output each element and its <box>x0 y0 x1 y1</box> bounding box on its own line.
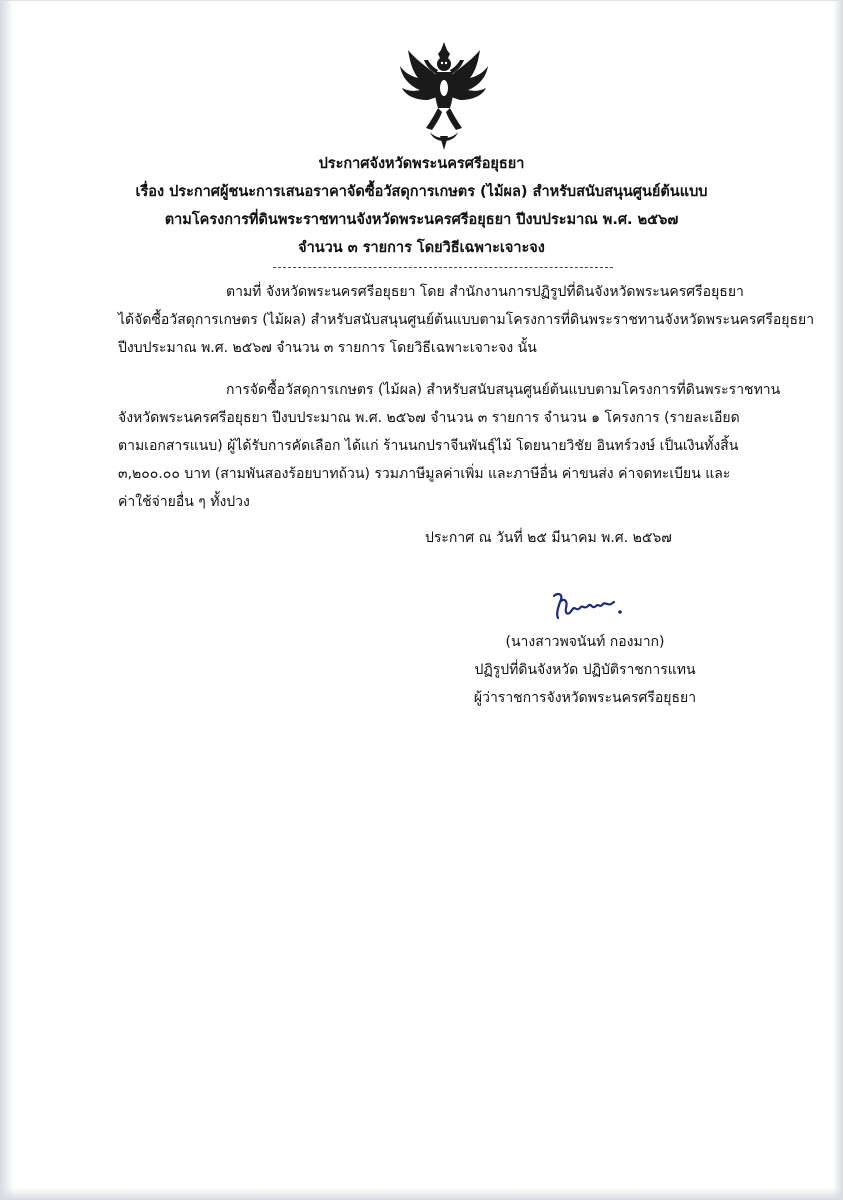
signatory-block <box>450 628 720 712</box>
signatory-name: (นางสาวพจนันท์ กองมาก) <box>505 634 665 650</box>
title-line-2: เรื่อง ประกาศผู้ชนะการเสนอราคาจัดซื้อวัสดุการเกษตร (ไม้ผล) สำหรับสนับสนุนศูนย์ต้นแบบ <box>135 184 708 200</box>
paragraph-1-line-3: ปีงบประมาณ พ.ศ. ๒๕๖๗ จำนวน ๓ รายการ โดยวิธีเฉพาะเจาะจง นั้น <box>118 340 537 356</box>
paragraph-2-line-4: ๓,๒๐๐.๐๐ บาท (สามพันสองร้อยบาทถ้วน) รวมภาษีมูลค่าเพิ่ม และภาษีอื่น ค่าขนส่ง ค่าจดทะเบียน และ <box>118 466 731 482</box>
title-line-4: จำนวน ๓ รายการ โดยวิธีเฉพาะเจาะจง <box>298 240 545 256</box>
paragraph-2-line-5: ค่าใช้จ่ายอื่น ๆ ทั้งปวง <box>118 494 250 510</box>
scan-edge-shadow-left <box>0 0 14 1200</box>
title-line-1: ประกาศจังหวัดพระนครศรีอยุธยา <box>318 156 525 172</box>
garuda-emblem-icon <box>396 40 492 150</box>
paragraph-1-line-2: ได้จัดซื้อวัสดุการเกษตร (ไม้ผล) สำหรับสนับสนุนศูนย์ต้นแบบตามโครงการที่ดินพระราชทานจังหวัดพระนครศรีอยุธยา <box>118 312 815 328</box>
handwritten-signature-icon <box>548 588 628 624</box>
title-divider <box>273 267 613 268</box>
scan-edge-shadow-bottom <box>0 1188 843 1200</box>
announcement-title <box>100 150 743 262</box>
announcement-date: ประกาศ ณ วันที่ ๒๕ มีนาคม พ.ศ. ๒๕๖๗ <box>425 530 672 546</box>
paragraph-2-line-2: จังหวัดพระนครศรีอยุธยา ปีงบประมาณ พ.ศ. ๒๕๖๗ จำนวน ๓ รายการ จำนวน ๑ โครงการ (รายละเอียด <box>118 410 740 426</box>
paragraph-1 <box>118 278 815 362</box>
paragraph-2-line-3: ตามเอกสารแนบ) ผู้ได้รับการคัดเลือก ได้แก่ ร้านนกปราจีนพันธุ์ไม้ โดยนายวิชัย อินทร์วงษ์ เป็นเงินทั้งสิ้น <box>118 438 739 454</box>
signatory-position-1: ปฏิรูปที่ดินจังหวัด ปฏิบัติราชการแทน <box>474 662 696 678</box>
signatory-position-2: ผู้ว่าราชการจังหวัดพระนครศรีอยุธยา <box>473 690 697 706</box>
paragraph-1-line-1: ตามที่ จังหวัดพระนครศรีอยุธยา โดย สำนักงานการปฏิรูปที่ดินจังหวัดพระนครศรีอยุธยา <box>226 284 744 300</box>
paragraph-2 <box>118 376 781 516</box>
title-line-3: ตามโครงการที่ดินพระราชทานจังหวัดพระนครศรีอยุธยา ปีงบประมาณ พ.ศ. ๒๕๖๗ <box>164 212 679 228</box>
paragraph-2-line-1: การจัดซื้อวัสดุการเกษตร (ไม้ผล) สำหรับสนับสนุนศูนย์ต้นแบบตามโครงการที่ดินพระราชทาน <box>226 382 781 398</box>
scan-edge-shadow-right <box>833 0 843 1200</box>
